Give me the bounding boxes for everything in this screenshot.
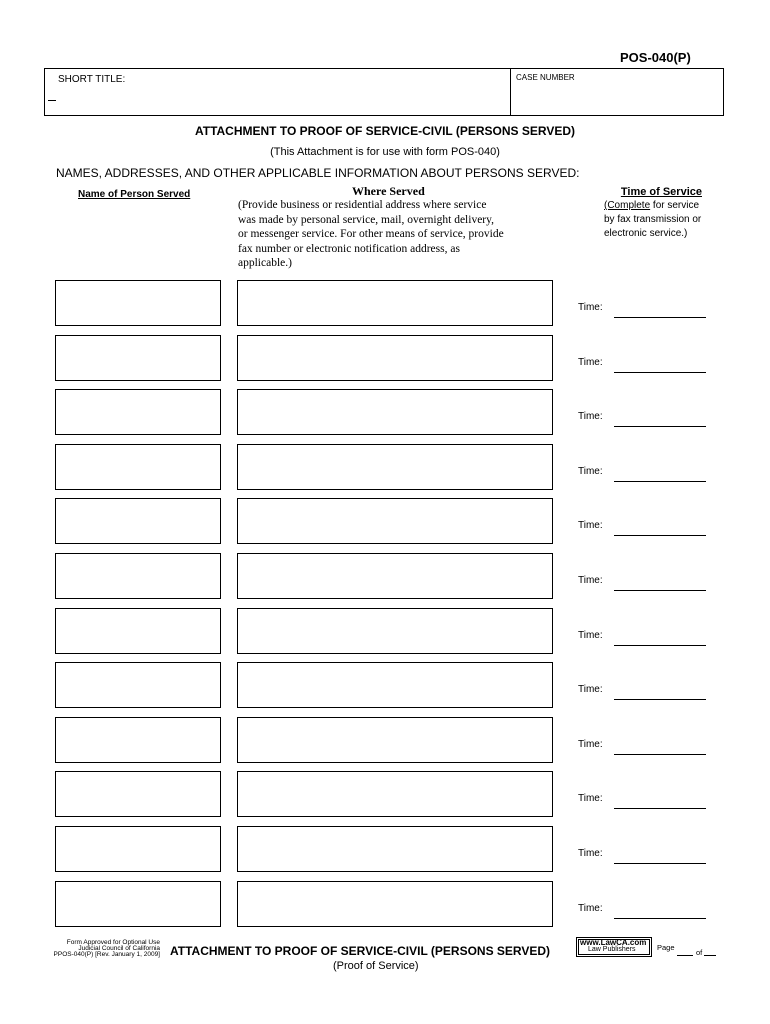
page-label: Page (657, 943, 675, 952)
person-name-field[interactable] (55, 280, 221, 326)
where-served-field[interactable] (237, 826, 553, 872)
time-of-service-field[interactable] (614, 808, 706, 809)
where-served-field[interactable] (237, 608, 553, 654)
person-name-field[interactable] (55, 498, 221, 544)
time-label: Time: (578, 575, 603, 586)
person-name-field[interactable] (55, 881, 221, 927)
short-title-marker (48, 100, 56, 101)
time-instructions-rest: for service by fax transmission or electronic service.) (604, 200, 702, 239)
where-served-field[interactable] (237, 444, 553, 490)
where-served-field[interactable] (237, 498, 553, 544)
short-title-field[interactable] (46, 88, 506, 112)
footer-subtitle: (Proof of Service) (333, 960, 419, 972)
page-number-field[interactable] (677, 955, 693, 956)
where-served-field[interactable] (237, 771, 553, 817)
time-of-service-field[interactable] (614, 481, 706, 482)
where-served-field[interactable] (237, 881, 553, 927)
time-of-service-field[interactable] (614, 372, 706, 373)
where-served-field[interactable] (237, 389, 553, 435)
time-label: Time: (578, 357, 603, 368)
person-name-field[interactable] (55, 335, 221, 381)
page-total-field[interactable] (704, 955, 716, 956)
person-name-field[interactable] (55, 717, 221, 763)
footer-approval-line: Judicial Council of California (78, 945, 160, 952)
short-title-label: SHORT TITLE: (58, 74, 126, 85)
person-name-field[interactable] (55, 662, 221, 708)
time-of-service-instructions (604, 199, 708, 241)
time-of-service-field[interactable] (614, 754, 706, 755)
column-header-name: Name of Person Served (78, 189, 191, 200)
time-of-service-field[interactable] (614, 426, 706, 427)
where-served-field[interactable] (237, 280, 553, 326)
footer-approval (46, 940, 160, 958)
where-served-field[interactable] (237, 717, 553, 763)
footer-title: ATTACHMENT TO PROOF OF SERVICE-CIVIL (PERSONS SERVED) (170, 944, 551, 958)
time-label: Time: (578, 739, 603, 750)
where-served-instructions: (Provide business or residential address where service was made by personal service, mail, overnight delivery, or messenger service. For other means of service, provide fax number or electronic notification address, as applicable.) (238, 199, 504, 269)
time-label: Time: (578, 302, 603, 313)
where-served-field[interactable] (237, 553, 553, 599)
publisher-name: Law Publishers (588, 946, 636, 953)
names-heading: NAMES, ADDRESSES, AND OTHER APPLICABLE INFORMATION ABOUT PERSONS SERVED: (56, 166, 580, 180)
of-label: of (696, 948, 703, 957)
time-label: Time: (578, 411, 603, 422)
time-instructions-underlined: (Complete (604, 200, 651, 211)
where-served-field[interactable] (237, 335, 553, 381)
person-name-field[interactable] (55, 389, 221, 435)
form-code: POS-040(P) (620, 50, 691, 65)
column-header-time: Time of Service (620, 186, 702, 198)
page-subtitle: (This Attachment is for use with form POS-040) (270, 146, 500, 158)
person-name-field[interactable] (55, 553, 221, 599)
column-header-where: Where Served (352, 184, 425, 198)
time-label: Time: (578, 848, 603, 859)
person-name-field[interactable] (55, 608, 221, 654)
case-number-field[interactable] (513, 84, 721, 112)
header-divider (510, 68, 511, 116)
time-of-service-field[interactable] (614, 317, 706, 318)
footer-approval-line: Form Approved for Optional Use (66, 939, 160, 946)
case-number-label: CASE NUMBER (516, 73, 575, 82)
time-label: Time: (578, 466, 603, 477)
page-title: ATTACHMENT TO PROOF OF SERVICE-CIVIL (PERSONS SERVED) (194, 124, 576, 138)
time-label: Time: (578, 903, 603, 914)
footer-approval-line: PPOS-040(P) [Rev. January 1, 2009] (53, 951, 160, 958)
person-name-field[interactable] (55, 771, 221, 817)
time-of-service-field[interactable] (614, 918, 706, 919)
time-of-service-field[interactable] (614, 535, 706, 536)
time-label: Time: (578, 520, 603, 531)
time-label: Time: (578, 630, 603, 641)
time-label: Time: (578, 684, 603, 695)
publisher-url: www.LawCA.com (580, 938, 647, 947)
time-of-service-field[interactable] (614, 645, 706, 646)
time-label: Time: (578, 793, 603, 804)
where-served-field[interactable] (237, 662, 553, 708)
time-of-service-field[interactable] (614, 699, 706, 700)
time-of-service-field[interactable] (614, 590, 706, 591)
person-name-field[interactable] (55, 826, 221, 872)
time-of-service-field[interactable] (614, 863, 706, 864)
person-name-field[interactable] (55, 444, 221, 490)
